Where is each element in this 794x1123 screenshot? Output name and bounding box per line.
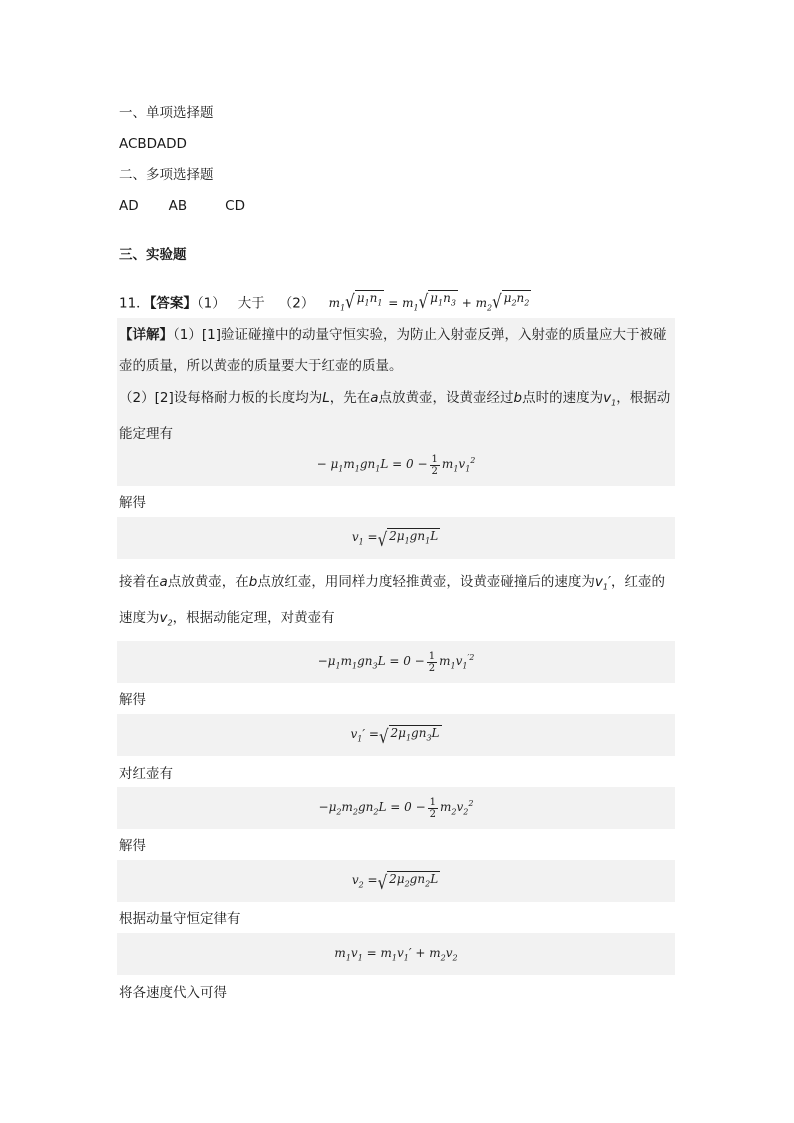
p2-text-a: （2）[2]设每格耐力板的长度均为	[119, 390, 323, 406]
solve-label-3: 解得	[119, 838, 146, 854]
section-title-experiment: 三、实验题	[119, 247, 187, 263]
multi-choice-answers	[119, 197, 245, 215]
solve-label-1: 解得	[119, 495, 146, 511]
momentum-label: 根据动量守恒定律有	[119, 911, 241, 927]
solve-label-2: 解得	[119, 692, 146, 708]
equation-v2: $v_2$ = √ $2\mu_2gn_2L$	[117, 860, 675, 902]
q11-part2-label: （2）	[278, 295, 315, 312]
var-v1: $v_1$	[603, 390, 617, 408]
section-title-multi-choice: 二、多项选择题	[119, 167, 214, 183]
multi-answer-3: CD	[225, 198, 245, 214]
paragraph-collision	[119, 567, 675, 638]
p3-text-e: ，根据动能定理，对黄壶有	[172, 609, 335, 626]
red-curling-label: 对红壶有	[119, 766, 173, 782]
p3-text-c: 点放红壶，用同样力度轻推黄壶，设黄壶碰撞后的速度为	[257, 574, 595, 590]
p3-text-d: ，红壶的速度为	[119, 574, 666, 626]
q11-answer-tag: 【答案】	[149, 295, 197, 312]
var-v1-prime: $v_1'$	[594, 574, 612, 592]
equation-momentum: $m_1v_1 = m_1v_1' + m_2v_2$	[117, 933, 675, 975]
detail-paragraph-1	[119, 320, 675, 382]
q11-answer-line	[119, 290, 531, 318]
detail-tag: 【详解】	[119, 327, 173, 343]
q11-part2-formula: $m_1$ √ $\mu_1n_1$ = $m_1$ √ $\mu_1n_3$ + $m_2$ √ $\mu_2n_2$	[328, 291, 530, 314]
p3-text-a: 接着在	[119, 574, 160, 590]
single-choice-answers: ACBDADD	[119, 136, 187, 152]
q11-part1-answer: 大于	[237, 295, 265, 312]
multi-answer-1: AD	[119, 198, 139, 214]
q11-number: 11．	[119, 295, 150, 312]
equation-v1-prime: $v_1'$ = √ $2\mu_1gn_3L$	[117, 714, 675, 756]
multi-answer-2: AB	[168, 198, 188, 214]
var-a-2: a	[159, 574, 168, 590]
equation-energy-red: $-\mu_2m_2gn_2L = 0$ − $\frac{1}{2}$ $m_2v_2^2$	[117, 787, 675, 829]
var-L: L	[322, 390, 330, 406]
final-label: 将各速度代入可得	[119, 985, 227, 1001]
equation-energy-yellow-1: − $\mu_1m_1gn_1L = 0$ − $\frac{1}{2}$ $m_1v_1^2$	[117, 444, 675, 486]
detail-paragraph-2	[119, 383, 675, 450]
p2-text-c: 点放黄壶，设黄壶经过	[378, 390, 514, 406]
p2-text-b: ，先在	[329, 390, 371, 406]
p2-text-d: 点时的速度为	[522, 390, 604, 406]
equation-v1: $v_1$ = √ $2\mu_1gn_1L$	[117, 517, 675, 559]
var-v2: $v_2$	[159, 609, 173, 628]
var-a: a	[370, 390, 379, 406]
p2-text-e: ，根据动能定理有	[119, 390, 671, 442]
equation-energy-yellow-2: $-\mu_1m_1gn_3L = 0$ − $\frac{1}{2}$ $m_1v_1^{'2}$	[117, 641, 675, 683]
var-b-2: b	[248, 574, 258, 590]
p3-text-b: 点放黄壶，在	[167, 574, 249, 590]
detail-p1-text: （1）[1]验证碰撞中的动量守恒实验，为防止入射壶反弹，入射壶的质量应大于被碰壶的质量，所以黄壶的质量要大于红壶的质量。	[119, 327, 667, 374]
section-title-single-choice: 一、单项选择题	[119, 105, 214, 121]
q11-part1-label: （1）	[196, 295, 226, 312]
var-b: b	[513, 390, 523, 406]
